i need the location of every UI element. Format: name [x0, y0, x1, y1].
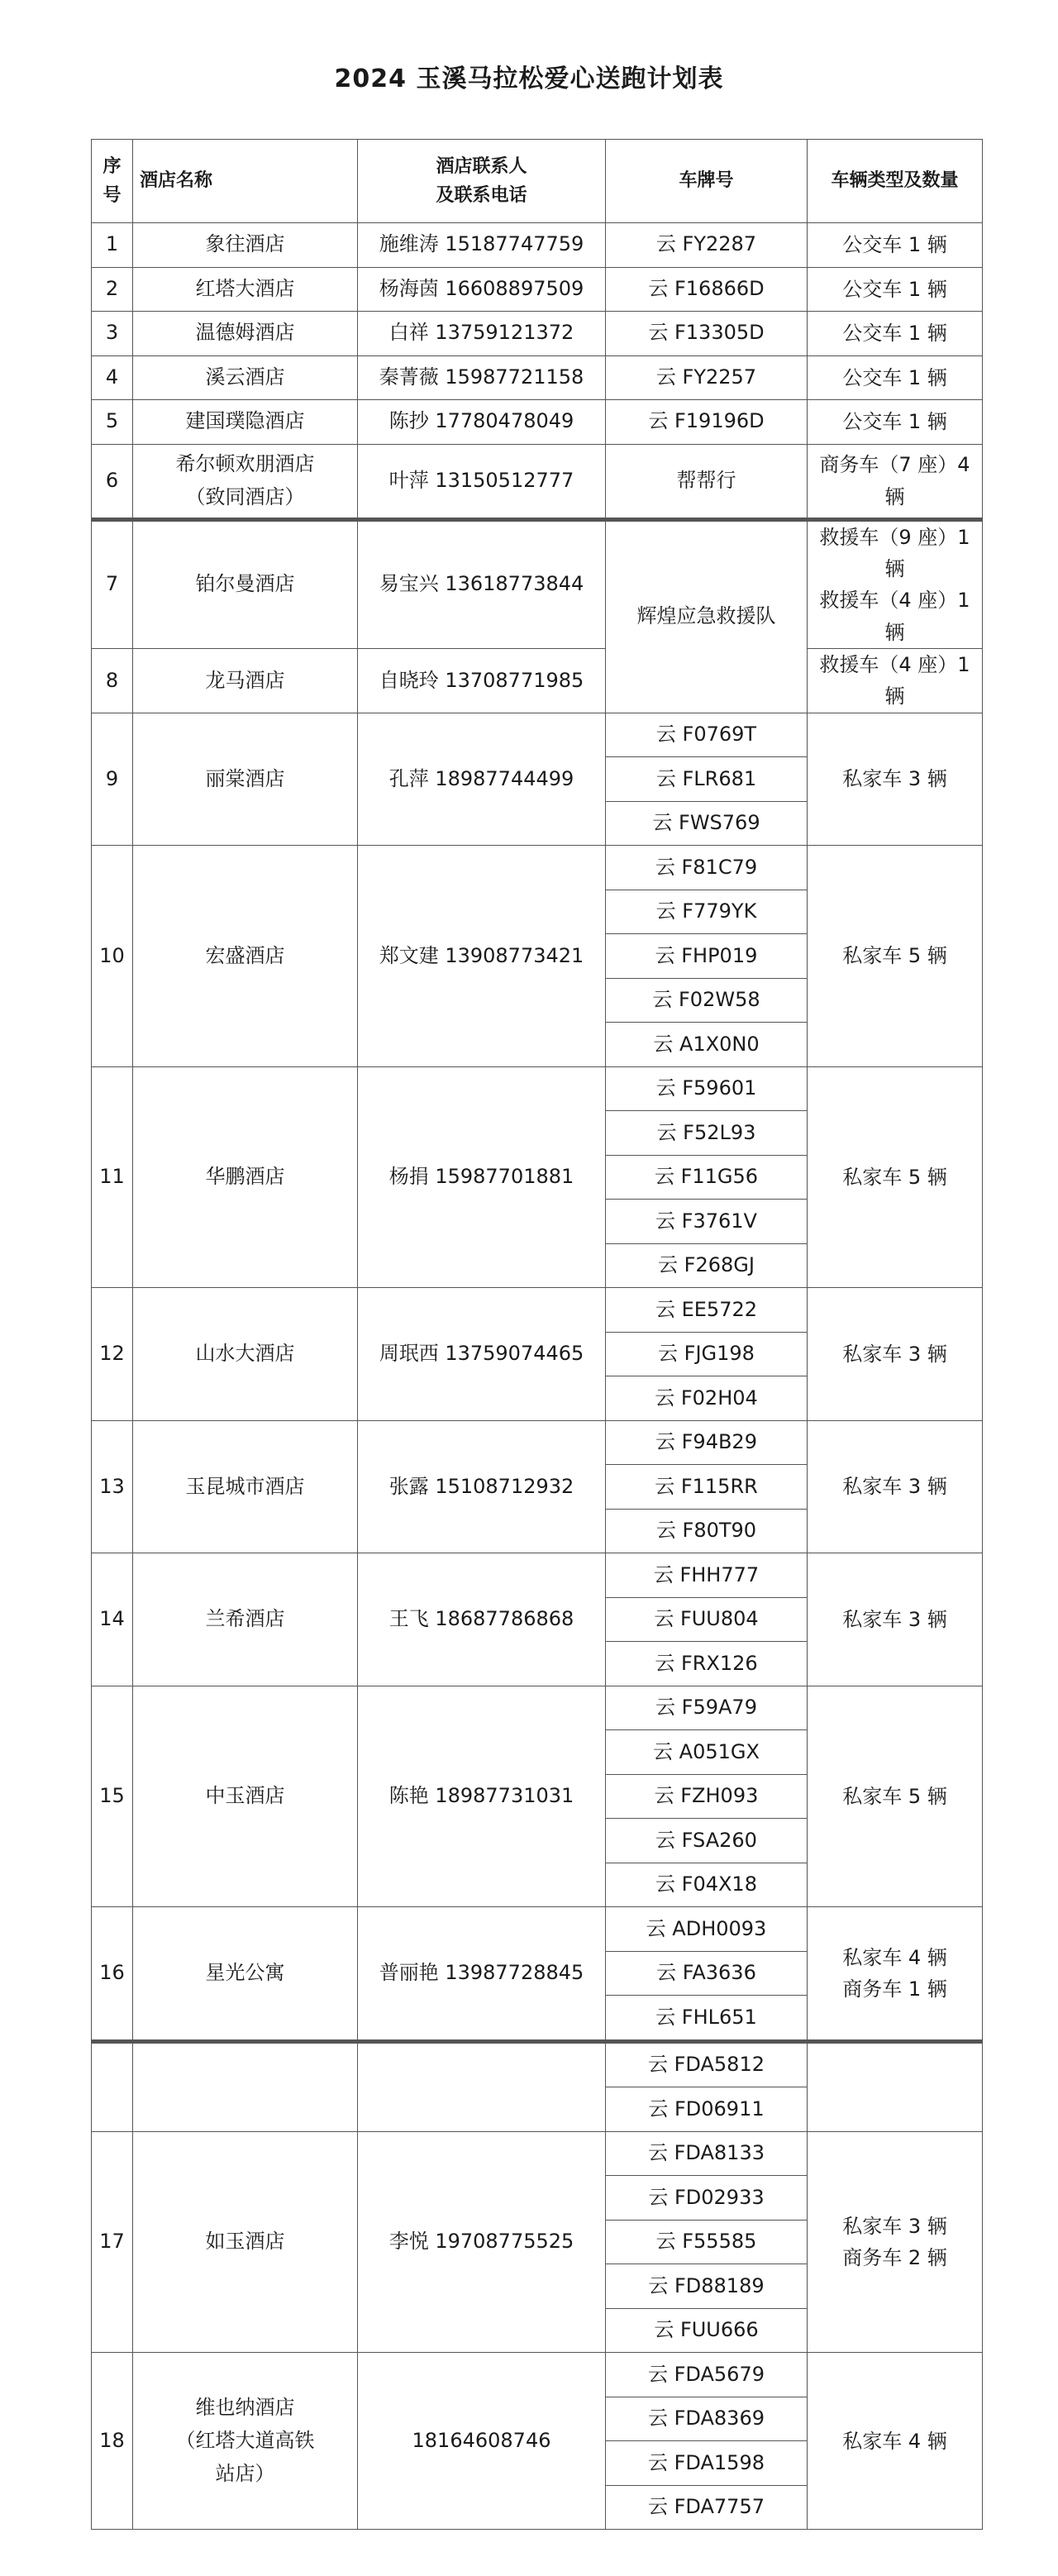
hotel-name-cell — [133, 267, 358, 312]
seq-cell: 5 — [92, 400, 133, 445]
table-row — [92, 1907, 983, 1952]
hotel-name-cell-line: 华鹏酒店 — [205, 1165, 285, 1189]
vehicle-cell — [808, 519, 983, 649]
table-row — [92, 1288, 983, 1333]
plate-cell: 云 FDA5812 — [606, 2041, 808, 2087]
plate-cell: 云 FSA260 — [606, 1819, 808, 1863]
hotel-name-cell — [133, 846, 358, 1067]
hotel-name-cell — [133, 2041, 358, 2131]
hotel-name-cell — [133, 649, 358, 713]
contact-cell: 易宝兴 13618773844 — [358, 519, 606, 649]
seq-cell: 18 — [92, 2353, 133, 2530]
plate-cell: 云 FHH777 — [606, 1553, 808, 1598]
plate-cell: 云 FUU804 — [606, 1597, 808, 1642]
vehicle-cell-line: 救援车（4 座）1 辆 — [819, 589, 970, 644]
contact-cell: 孔萍 18987744499 — [358, 713, 606, 846]
contact-cell: 18164608746 — [358, 2353, 606, 2530]
contact-cell: 周珉西 13759074465 — [358, 1288, 606, 1421]
plate-cell: 云 A051GX — [606, 1730, 808, 1775]
hotel-name-cell-line: 星光公寓 — [205, 1961, 285, 1985]
hotel-name-cell — [133, 400, 358, 445]
plate-cell: 云 FZH093 — [606, 1774, 808, 1819]
vehicle-cell — [808, 1907, 983, 2042]
hotel-name-cell — [133, 355, 358, 400]
vehicle-cell-line: 私家车 4 辆 — [842, 1945, 947, 1969]
plate-cell: 云 F52L93 — [606, 1111, 808, 1156]
seq-cell: 15 — [92, 1686, 133, 1907]
plate-cell: 云 FHL651 — [606, 1996, 808, 2042]
plate-cell: 云 FA3636 — [606, 1951, 808, 1996]
table-row — [92, 444, 983, 519]
seq-cell: 16 — [92, 1907, 133, 2042]
table-row — [92, 267, 983, 312]
header-contact: 酒店联系人 及联系电话 — [358, 140, 606, 223]
table-row — [92, 312, 983, 356]
hotel-name-cell — [133, 1907, 358, 2042]
plate-cell: 云 F55585 — [606, 2220, 808, 2264]
contact-cell: 陈抄 17780478049 — [358, 400, 606, 445]
plate-cell: 云 FHP019 — [606, 934, 808, 979]
seq-cell: 12 — [92, 1288, 133, 1421]
plan-table — [91, 139, 983, 2530]
seq-cell: 3 — [92, 312, 133, 356]
hotel-name-cell-line: 建国璞隐酒店 — [185, 409, 305, 433]
plate-cell: 云 FDA8369 — [606, 2397, 808, 2441]
hotel-name-cell-line: 溪云酒店 — [205, 365, 285, 389]
table-row — [92, 1553, 983, 1598]
hotel-name-cell-line: 维也纳酒店 — [195, 2396, 295, 2420]
vehicle-cell — [808, 312, 983, 356]
plate-cell: 云 F59A79 — [606, 1686, 808, 1730]
vehicle-cell-line: 私家车 5 辆 — [842, 1784, 947, 1808]
plate-cell: 云 FDA7757 — [606, 2485, 808, 2530]
plate-cell: 云 FD06911 — [606, 2087, 808, 2132]
hotel-name-cell — [133, 713, 358, 846]
contact-cell: 秦菁薇 15987721158 — [358, 355, 606, 400]
plate-cell: 云 A1X0N0 — [606, 1023, 808, 1067]
vehicle-cell-line: 救援车（9 座）1 辆 — [819, 525, 970, 580]
vehicle-cell-line: 私家车 5 辆 — [842, 1165, 947, 1189]
contact-cell: 白祥 13759121372 — [358, 312, 606, 356]
plate-cell: 云 F94B29 — [606, 1420, 808, 1465]
hotel-name-cell-line: 龙马酒店 — [205, 668, 285, 692]
vehicle-cell-line: 私家车 3 辆 — [842, 1342, 947, 1366]
seq-cell: 2 — [92, 267, 133, 312]
vehicle-cell — [808, 1288, 983, 1421]
hotel-name-cell-line: （致同酒店） — [185, 484, 305, 508]
hotel-name-cell-line: 站店） — [215, 2461, 275, 2485]
hotel-name-cell — [133, 2353, 358, 2530]
table-row — [92, 649, 983, 713]
plate-cell: 云 FUU666 — [606, 2308, 808, 2353]
plate-cell: 云 FRX126 — [606, 1642, 808, 1686]
vehicle-cell — [808, 267, 983, 312]
vehicle-cell — [808, 1066, 983, 1288]
table-row — [92, 2041, 983, 2087]
vehicle-cell-line: 私家车 3 辆 — [842, 767, 947, 791]
vehicle-cell-line: 私家车 3 辆 — [842, 1607, 947, 1631]
hotel-name-cell — [133, 1420, 358, 1553]
vehicle-cell-line: 私家车 3 辆 — [842, 2214, 947, 2238]
contact-cell: 郑文建 13908773421 — [358, 846, 606, 1067]
seq-cell: 4 — [92, 355, 133, 400]
vehicle-cell — [808, 846, 983, 1067]
hotel-name-cell-line: 希尔顿欢朋酒店 — [175, 451, 315, 475]
plate-cell: 云 EE5722 — [606, 1288, 808, 1333]
hotel-name-cell — [133, 444, 358, 519]
contact-cell: 张露 15108712932 — [358, 1420, 606, 1553]
plate-cell: 云 F80T90 — [606, 1509, 808, 1553]
table-row — [92, 713, 983, 757]
table-body — [92, 223, 983, 2530]
vehicle-cell — [808, 1553, 983, 1686]
seq-cell — [92, 2041, 133, 2131]
plate-cell: 云 F268GJ — [606, 1243, 808, 1288]
hotel-name-cell-line: （红塔大道高铁 — [175, 2429, 315, 2453]
vehicle-cell — [808, 1686, 983, 1907]
vehicle-cell-line: 救援车（4 座）1 辆 — [819, 653, 970, 708]
hotel-name-cell-line: 兰希酒店 — [205, 1607, 285, 1631]
vehicle-cell — [808, 649, 983, 713]
hotel-name-cell-line: 红塔大酒店 — [195, 276, 295, 300]
plate-cell: 云 FDA5679 — [606, 2353, 808, 2397]
contact-cell: 叶萍 13150512777 — [358, 444, 606, 519]
contact-cell: 施维涛 15187747759 — [358, 223, 606, 268]
vehicle-cell-line: 公交车 1 辆 — [842, 365, 947, 389]
plate-cell: 云 FY2257 — [606, 355, 808, 400]
plate-cell — [606, 519, 808, 713]
hotel-name-cell-line: 丽棠酒店 — [205, 766, 285, 790]
plate-cell: 云 F11G56 — [606, 1155, 808, 1200]
hotel-name-cell-line: 玉昆城市酒店 — [185, 1474, 305, 1498]
plate-cell: 云 F13305D — [606, 312, 808, 356]
table-row — [92, 400, 983, 445]
table-header-row — [92, 140, 983, 223]
seq-cell: 1 — [92, 223, 133, 268]
vehicle-cell — [808, 713, 983, 846]
vehicle-cell-line: 私家车 4 辆 — [842, 2429, 947, 2453]
plate-cell: 云 FDA8133 — [606, 2131, 808, 2176]
seq-cell: 17 — [92, 2131, 133, 2353]
contact-cell: 普丽艳 13987728845 — [358, 1907, 606, 2042]
vehicle-cell — [808, 2041, 983, 2131]
contact-cell: 陈艳 18987731031 — [358, 1686, 606, 1907]
plate-cell: 云 F81C79 — [606, 846, 808, 890]
plate-cell: 云 FD88189 — [606, 2264, 808, 2309]
table-row — [92, 355, 983, 400]
vehicle-cell — [808, 2353, 983, 2530]
plate-cell: 云 F19196D — [606, 400, 808, 445]
hotel-name-cell-line: 象往酒店 — [205, 232, 285, 256]
vehicle-cell-line: 公交车 1 辆 — [842, 410, 947, 434]
hotel-name-cell-line: 如玉酒店 — [205, 2230, 285, 2254]
vehicle-cell-line: 公交车 1 辆 — [842, 277, 947, 301]
plate-cell: 云 F04X18 — [606, 1863, 808, 1907]
table-row — [92, 223, 983, 268]
seq-cell: 10 — [92, 846, 133, 1067]
vehicle-cell-line: 私家车 3 辆 — [842, 1475, 947, 1499]
plate-cell: 云 F779YK — [606, 890, 808, 934]
contact-cell: 王飞 18687786868 — [358, 1553, 606, 1686]
plate-cell: 云 F02W58 — [606, 978, 808, 1023]
vehicle-cell-line: 公交车 1 辆 — [842, 233, 947, 257]
seq-cell: 9 — [92, 713, 133, 846]
table-row — [92, 1420, 983, 1465]
contact-cell: 自晓玲 13708771985 — [358, 649, 606, 713]
plate-cell: 云 F0769T — [606, 713, 808, 757]
hotel-name-cell — [133, 312, 358, 356]
header-vehicle: 车辆类型及数量 — [808, 140, 983, 223]
plate-cell: 云 F02H04 — [606, 1376, 808, 1421]
vehicle-cell — [808, 355, 983, 400]
hotel-name-cell — [133, 1288, 358, 1421]
vehicle-cell — [808, 400, 983, 445]
plate-cell: 云 F115RR — [606, 1465, 808, 1510]
seq-cell: 11 — [92, 1066, 133, 1288]
table-row — [92, 1066, 983, 1111]
vehicle-cell-line: 商务车 2 辆 — [842, 2246, 947, 2270]
plate-cell-line: 辉煌应急救援队 — [636, 604, 776, 628]
seq-cell: 8 — [92, 649, 133, 713]
header-plate: 车牌号 — [606, 140, 808, 223]
plate-cell: 云 F3761V — [606, 1200, 808, 1244]
contact-cell — [358, 2041, 606, 2131]
header-hotel: 酒店名称 — [133, 140, 358, 223]
page-title: 2024 玉溪马拉松爱心送跑计划表 — [334, 64, 724, 93]
plate-cell: 云 ADH0093 — [606, 1907, 808, 1952]
plate-cell: 云 F16866D — [606, 267, 808, 312]
vehicle-cell-line: 公交车 1 辆 — [842, 322, 947, 346]
table-row — [92, 2131, 983, 2176]
hotel-name-cell — [133, 223, 358, 268]
plate-cell: 云 FY2287 — [606, 223, 808, 268]
plate-cell: 帮帮行 — [606, 444, 808, 519]
plate-cell: 云 FJG198 — [606, 1332, 808, 1376]
hotel-name-cell-line: 铂尔曼酒店 — [195, 572, 295, 596]
vehicle-cell — [808, 444, 983, 519]
table-row — [92, 846, 983, 890]
vehicle-cell-line: 商务车 1 辆 — [842, 1977, 947, 2001]
seq-cell: 14 — [92, 1553, 133, 1686]
plate-cell: 云 FWS769 — [606, 801, 808, 846]
table-row — [92, 1686, 983, 1730]
contact-cell: 李悦 19708775525 — [358, 2131, 606, 2353]
seq-cell: 7 — [92, 519, 133, 649]
hotel-name-cell-line: 山水大酒店 — [195, 1342, 295, 1366]
plate-cell: 云 F59601 — [606, 1066, 808, 1111]
contact-cell: 杨海茵 16608897509 — [358, 267, 606, 312]
header-seq: 序 号 — [92, 140, 133, 223]
plate-cell: 云 FLR681 — [606, 757, 808, 802]
hotel-name-cell-line: 温德姆酒店 — [195, 321, 295, 345]
hotel-name-cell-line: 宏盛酒店 — [205, 943, 285, 967]
vehicle-cell-line: 私家车 5 辆 — [842, 944, 947, 968]
hotel-name-cell — [133, 1553, 358, 1686]
hotel-name-cell — [133, 1686, 358, 1907]
vehicle-cell — [808, 223, 983, 268]
vehicle-cell-line: 商务车（7 座）4 辆 — [819, 453, 970, 508]
table-row — [92, 519, 983, 649]
plate-cell: 云 FD02933 — [606, 2176, 808, 2221]
plate-cell: 云 FDA1598 — [606, 2441, 808, 2486]
table-row — [92, 2353, 983, 2397]
vehicle-cell — [808, 1420, 983, 1553]
hotel-name-cell — [133, 1066, 358, 1288]
seq-cell: 13 — [92, 1420, 133, 1553]
hotel-name-cell — [133, 519, 358, 649]
contact-cell: 杨捐 15987701881 — [358, 1066, 606, 1288]
hotel-name-cell — [133, 2131, 358, 2353]
vehicle-cell — [808, 2131, 983, 2353]
seq-cell: 6 — [92, 444, 133, 519]
hotel-name-cell-line: 中玉酒店 — [205, 1784, 285, 1808]
